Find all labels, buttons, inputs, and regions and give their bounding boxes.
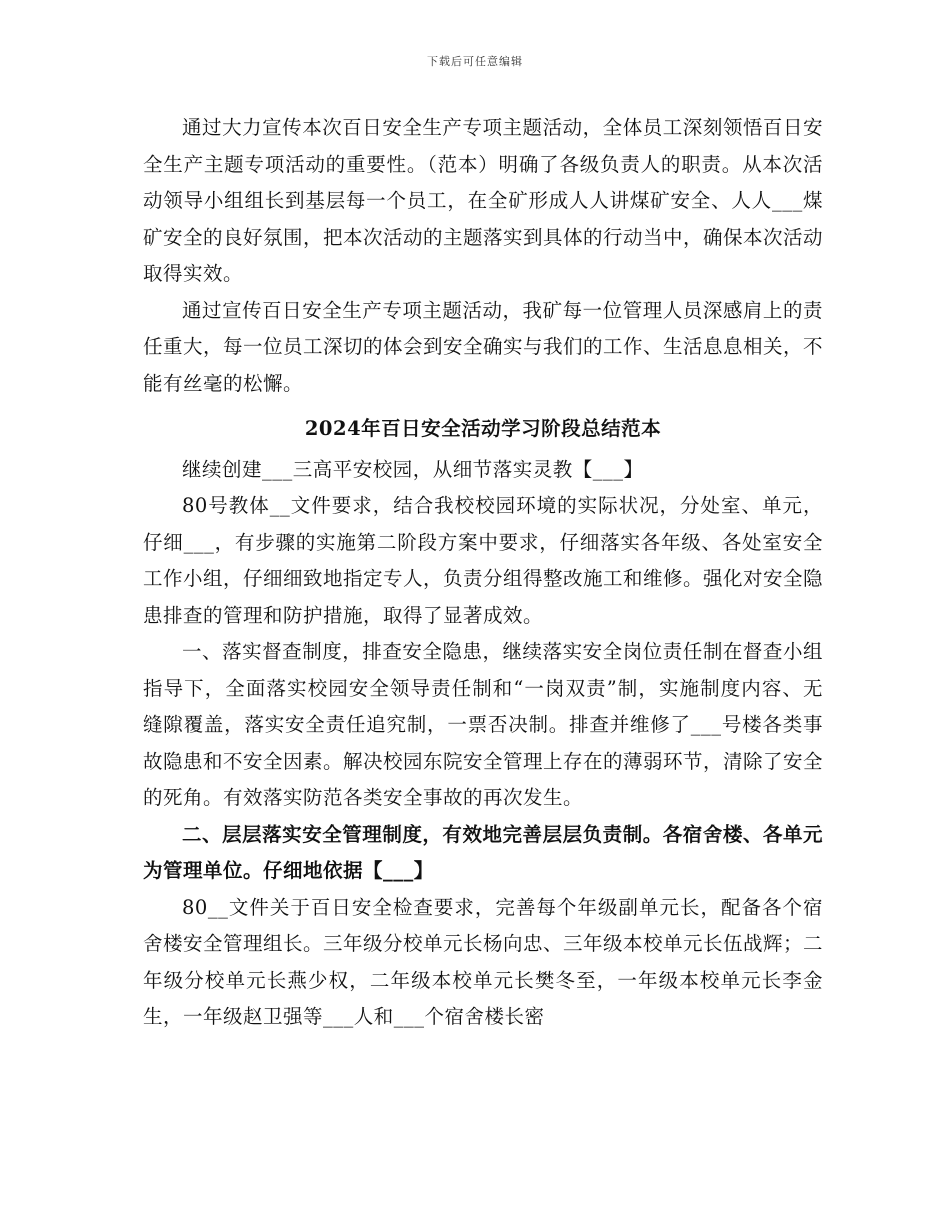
bold-paragraph: 二、层层落实安全管理制度，有效地完善层层负责制。各宿舍楼、各单元为管理单位。仔细地依据【___】 [143, 822, 823, 882]
paragraph: 通过大力宣传本次百日安全生产专项主题活动，全体员工深刻领悟百日安全生产主题专项活动的重要性。（范本）明确了各级负责人的职责。从本次活动领导小组组长到基层每一个员工，在全矿形成人人讲煤矿安全、人人___煤矿安全的良好氛围，把本次活动的主题落实到具体的行动当中，确保本次活动取得实效。 [143, 116, 824, 285]
section-title: 2024年百日安全活动学习阶段总结范本 [304, 417, 662, 440]
paragraph: 80__文件关于百日安全检查要求，完善每个年级副单元长，配备各个宿舍楼安全管理组长。三年级分校单元长杨向忠、三年级本校单元长伍战辉；二年级分校单元长燕少权，二年级本校单元长樊冬至，一年级本校单元长李金生，一年级赵卫强等___人和___个宿舍楼长密 [143, 895, 824, 1028]
paragraph: 80号教体__文件要求，结合我校校园环境的实际状况，分处室、单元，仔细___，有步骤的实施第二阶段方案中要求，仔细落实各年级、各处室安全工作小组，仔细细致地指定专人，负责分组得整改施工和维修。强化对安全隐患排查的管理和防护措施，取得了显著成效。 [143, 494, 824, 627]
paragraph: 通过宣传百日安全生产专项主题活动，我矿每一位管理人员深感肩上的责任重大，每一位员工深切的体会到安全确实与我们的工作、生活息息相关，不能有丝毫的松懈。 [143, 298, 824, 395]
paragraph: 继续创建___三高平安校园，从细节落实灵教【___】 [182, 457, 644, 481]
document-body [143, 110, 823, 1036]
paragraph: 一、落实督查制度，排查安全隐患，继续落实安全岗位责任制在督查小组指导下，全面落实校园安全领导责任制和“一岗双责”制，实施制度内容、无缝隙覆盖，落实安全责任追究制，一票否决制。排查并维修了___号楼各类事故隐患和不安全因素。解决校园东院安全管理上存在的薄弱环节，清除了安全的死角。有效落实防范各类安全事故的再次发生。 [143, 640, 824, 809]
page-header: 下载后可任意编辑 [427, 55, 523, 68]
